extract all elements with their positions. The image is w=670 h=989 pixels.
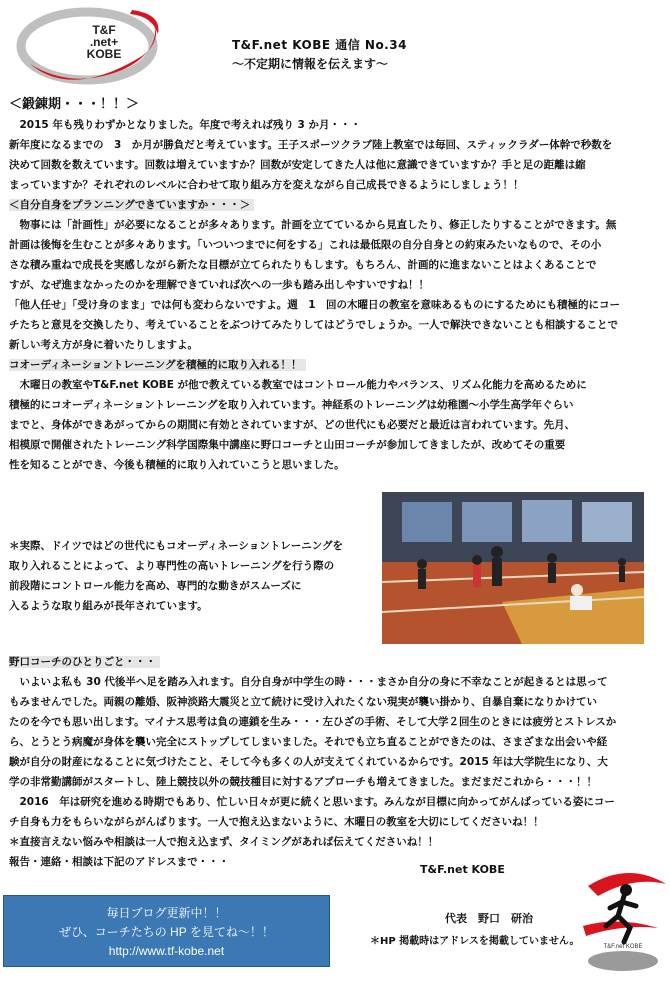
section2-line: 計画は後悔を生むことが多々あります。「いついつまでに何をする」これは最低限の自分自身との約束みたいなもので、その小 bbox=[9, 239, 602, 251]
newsletter-title: T&F.net KOBE 通信 No.34 bbox=[232, 38, 407, 52]
section2-line: 新しい考え方が身に着いたりしますよ。 bbox=[9, 339, 198, 351]
section3-line: 性を知ることができ、今後も積極的に取り入れていこうと思いました。 bbox=[9, 459, 345, 471]
tf-net-kobe-logo bbox=[12, 4, 172, 86]
note-line: ＊実際、ドイツではどの世代にもコオーディネーショントレーニングを bbox=[9, 540, 344, 552]
runner-logo-caption: T&F.net KOBE bbox=[603, 944, 643, 950]
section1-line: まっていますか？それぞれのレベルに合わせて取り組み方を変えながら自己成長できるようにしましょう！！ bbox=[9, 179, 524, 191]
section4-line: ら、とうとう病魔が身体を襲い完全にストップしてしまいました。それでも立ち直ることができたのは、さまざまな出会いや経 bbox=[9, 736, 608, 748]
section2-line: さな積み重ねで成長を実感しながら新たな目標が立てられたりもします。もちろん、計画的に進まないことはよくあることで bbox=[9, 259, 597, 271]
section2-line: 物事には「計画性」が必要になることが多々あります。計画を立てているから見直したり、修正したりすることができます。無 bbox=[9, 219, 617, 231]
blog-promo-box bbox=[3, 895, 330, 967]
logo-line-1: T&F bbox=[92, 23, 116, 37]
section3-line: 相模原で開催されたトレーニング科学国際集中講座に野口コーチと山田コーチが参加してきましたが、改めてその重要 bbox=[9, 439, 566, 451]
section4-heading: 野口コーチのひとりごと・・・ bbox=[9, 656, 160, 668]
blog-promo-line-1: 毎日ブログ更新中！！ bbox=[106, 906, 227, 920]
section4-line: ＊直接言えない悩みや相談は一人で抱え込まず、タイミングがあれば伝えてくださいね！！ bbox=[9, 836, 439, 848]
section4-line: 験が自分の財産になることに気づけたこと、そして今も多くの人が支えてくれているからです。2015 年は大学院生になり、大 bbox=[9, 756, 608, 768]
newsletter-subtitle: ～不定期に情報を伝えます～ bbox=[232, 57, 389, 71]
blog-url-link[interactable]: http://www.tf-kobe.net bbox=[108, 944, 225, 958]
section2-line: チたちと意見を交換したり、考えていることをぶつけてみたりしてはどうでしょうか。一人で解決できないことも相談することで bbox=[9, 319, 618, 331]
section1-line: 新年度になるまでの 3 か月が勝負だと考えています。王子スポーツクラブ陸上教室では毎回、スティックラダー体幹で秒数を bbox=[9, 139, 613, 151]
note-line: 入るような取り組みが長年されています。 bbox=[9, 600, 208, 612]
section2-heading: ＜自分自身をプランニングできていますか・・・＞ bbox=[9, 199, 254, 211]
section3-heading: コオーディネーショントレーニングを積極的に取り入れる！！ bbox=[9, 359, 306, 371]
runner-icon bbox=[578, 866, 668, 976]
logo-line-3: KOBE bbox=[86, 47, 122, 61]
training-gym-photo bbox=[382, 492, 644, 644]
section2-line: 「他人任せ」「受け身のまま」では何も変わらないですよ。週 1 回の木曜日の教室を意味あるものにするためにも積極的にコー bbox=[9, 299, 621, 311]
section4-line: もみませんでした。両親の離婚、阪神淡路大震災と立て続けに受け入れたくない現実が襲い掛かり、自暴自棄になりかけてい bbox=[9, 696, 597, 708]
section4-line: 2016 年は研究を進める時期でもあり、忙しい日々が更に続くと思います。みんなが目標に向かってがんばっている姿にコー bbox=[9, 796, 615, 808]
section3-line: 積極的にコオーディネーショントレーニングを取り入れています。神経系のトレーニングは幼稚園～小学生高学年ぐらい bbox=[9, 399, 574, 411]
note-line: 前段階にコントロール能力を高め、専門的な動きがスムーズに bbox=[9, 580, 302, 592]
section1-line: 2015 年も残りわずかとなりました。年度で考えれば残り 3 か月・・・ bbox=[9, 119, 361, 131]
runner-logo bbox=[578, 866, 668, 976]
main-content bbox=[9, 95, 659, 475]
signature-name: 代表 野口 研治 bbox=[445, 912, 533, 925]
section3-line: 木曜日の教室やT&F.net KOBE が他で教えている教室ではコントロール能力やバランス、リズム化能力を高めるために bbox=[9, 379, 587, 391]
gym-scene-image bbox=[382, 492, 644, 644]
coach-monologue bbox=[9, 652, 659, 872]
section4-line: 報告・連絡・相談は下記のアドレスまで・・・ bbox=[9, 856, 230, 868]
signature-org: T&F.net KOBE bbox=[420, 863, 505, 876]
section4-line: たのを今でも思い出します。マイナス思考は負の連鎖を生み・・・左ひざの手術、そして大学２回生のときには疲労とストレスか bbox=[9, 716, 617, 728]
logo-line-2: .net+ bbox=[89, 35, 119, 49]
coordination-note bbox=[9, 536, 379, 616]
logo-wordmark bbox=[74, 24, 134, 60]
section1-line: 決めて回数を数えています。回数は増えていますか？回数が安定してきた人は他に意識できていますか？手と足の距離は縮 bbox=[9, 159, 586, 171]
section2-line: すが、なぜ進まなかったのかを理解できていれば次への一歩も踏み出しやすいですね！！ bbox=[9, 279, 429, 291]
section4-line: いよいよ私も 30 代後半へ足を踏み入れます。自分自身が中学生の時・・・まさか自分の身に不幸なことが起きるとは思って bbox=[9, 676, 608, 688]
section1-heading: ＜鍛錬期・・・！！＞ bbox=[9, 97, 140, 112]
section4-line: 学の非常勤講師がスタートし、陸上競技以外の競技種目に対するアプローチも増えてきました。まだまだこれから・・・！！ bbox=[9, 776, 597, 788]
blog-promo-line-2: ぜひ、コーチたちの HP を見てね～！！ bbox=[59, 925, 274, 939]
section3-line: までと、身体ができあがってからの期間に有効とされていますが、どの世代にも必要だと最近は言われています。先月、 bbox=[9, 419, 576, 431]
note-line: 取り入れることによって、より専門性の高いトレーニングを行う際の bbox=[9, 560, 335, 572]
section4-line: チ自身も力をもらいながらがんばります。一人で抱え込まないように、木曜日の教室を大切にしてくださいね！！ bbox=[9, 816, 544, 828]
signature-note: ＊HP 掲載時はアドレスを掲載していません。 bbox=[370, 936, 580, 947]
